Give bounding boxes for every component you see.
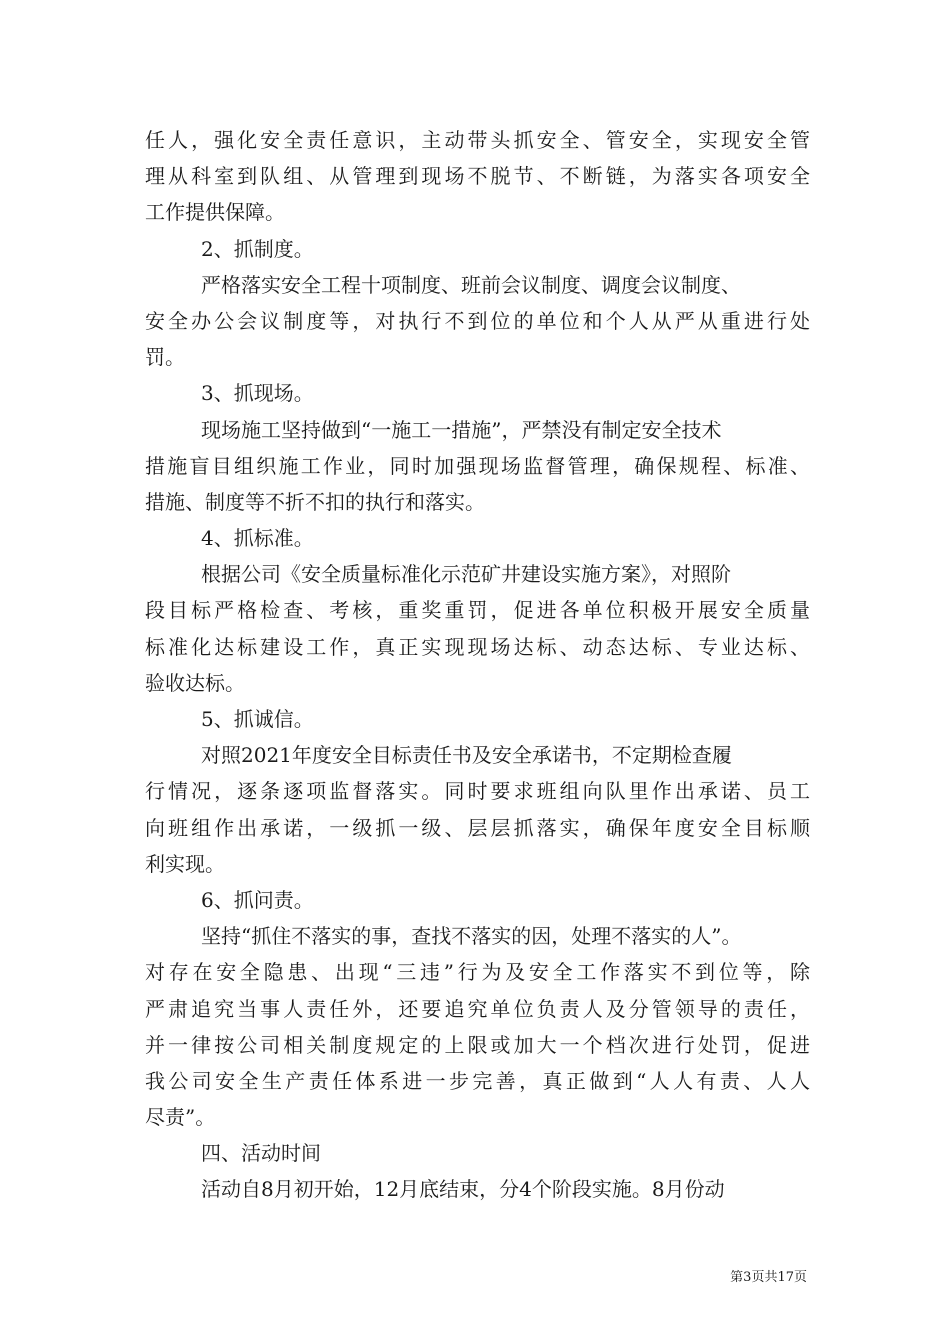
paragraph-line: 并一律按公司相关制度规定的上限或加大一个档次进行处罚，促进 xyxy=(145,1032,810,1057)
paragraph-line: 活动自8月初开始，12月底结束，分4个阶段实施。8月份动 xyxy=(201,1177,725,1202)
paragraph-line: 坚持“抓住不落实的事，查找不落实的因，处理不落实的人”。 xyxy=(201,924,742,949)
paragraph-line: 标准化达标建设工作，真正实现现场达标、动态达标、专业达标、 xyxy=(145,634,810,659)
section-heading: 4、抓标准。 xyxy=(201,526,314,551)
paragraph-line: 验收达标。 xyxy=(145,670,245,695)
section-heading: 6、抓问责。 xyxy=(201,887,314,912)
section-heading: 5、抓诚信。 xyxy=(201,707,314,731)
paragraph-line: 工作提供保障。 xyxy=(145,200,285,225)
paragraph-line: 段目标严格检查、考核，重奖重罚，促进各单位积极开展安全质量 xyxy=(145,598,810,623)
paragraph-line: 理从科室到队组、从管理到现场不脱节、不断链，为落实各项安全 xyxy=(145,164,810,189)
section-heading: 2、抓制度。 xyxy=(201,236,314,261)
section-heading: 3、抓现场。 xyxy=(201,381,314,406)
paragraph-line: 对存在安全隐患、出现“三违”行为及安全工作落实不到位等，除 xyxy=(145,960,810,985)
paragraph-line: 我公司安全生产责任体系进一步完善，真正做到“人人有责、人人 xyxy=(145,1068,810,1093)
paragraph-line: 措施盲目组织施工作业，同时加强现场监督管理，确保规程、标准、 xyxy=(145,453,810,478)
paragraph-line: 对照2021年度安全目标责任书及安全承诺书，不定期检查履 xyxy=(201,743,732,768)
paragraph-line: 尽责”。 xyxy=(145,1105,216,1130)
paragraph-line: 安全办公会议制度等，对执行不到位的单位和个人从严从重进行处 xyxy=(145,308,810,333)
paragraph-line: 利实现。 xyxy=(145,851,225,876)
paragraph-line: 罚。 xyxy=(145,345,185,370)
paragraph-line: 措施、制度等不折不扣的执行和落实。 xyxy=(145,489,485,514)
document-body xyxy=(145,122,810,1208)
paragraph-line: 向班组作出承诺，一级抓一级、层层抓落实，确保年度安全目标顺 xyxy=(145,815,810,840)
page-number: 第3页共17页 xyxy=(730,1270,807,1285)
paragraph-line: 严肃追究当事人责任外，还要追究单位负责人及分管领导的责任， xyxy=(145,996,810,1021)
paragraph-line: 根据公司《安全质量标准化示范矿井建设实施方案》，对照阶 xyxy=(201,562,731,587)
paragraph-line: 行情况，逐条逐项监督落实。同时要求班组向队里作出承诺、员工 xyxy=(145,779,810,804)
paragraph-line: 严格落实安全工程十项制度、班前会议制度、调度会议制度、 xyxy=(201,272,741,297)
section-heading: 四、活动时间 xyxy=(201,1141,321,1166)
paragraph-line: 现场施工坚持做到“一施工一措施”，严禁没有制定安全技术 xyxy=(201,417,722,442)
paragraph-line: 任人，强化安全责任意识，主动带头抓安全、管安全，实现安全管 xyxy=(145,128,810,152)
